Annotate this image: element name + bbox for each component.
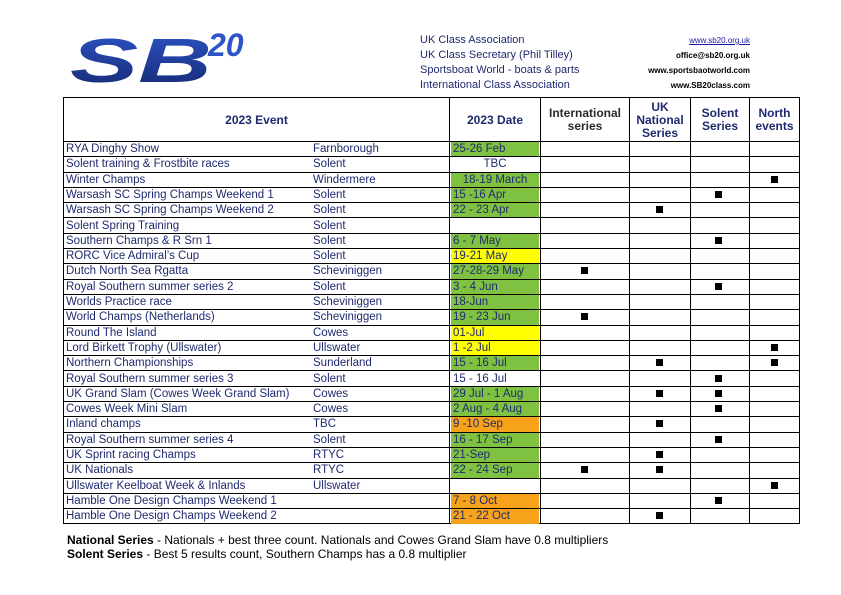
sb20-logo-graphic [68, 30, 273, 88]
sb20-logo [68, 30, 273, 88]
series-mark-uk [656, 420, 663, 427]
event-name: Northern Championships [66, 357, 194, 370]
series-notes [67, 533, 608, 561]
event-date: 3 - 4 Jun [451, 280, 539, 294]
event-date: TBC [483, 158, 507, 171]
table-row [64, 433, 799, 448]
series-mark-intl [581, 466, 588, 473]
event-venue [313, 509, 449, 524]
contacts-block [420, 33, 750, 93]
column-divider [749, 98, 750, 523]
national-note-label: National Series [67, 533, 154, 547]
table-row [64, 417, 799, 432]
event-date: 18-Jun [451, 295, 539, 309]
event-name: Ullswater Keelboat Week & Inlands [66, 479, 246, 492]
event-date: 7 - 8 Oct [451, 494, 539, 508]
event-name: Solent training & Frostbite races [66, 158, 230, 171]
column-divider [629, 98, 630, 523]
event-name: Solent Spring Training [66, 219, 180, 232]
event-date [451, 479, 539, 493]
event-name: Inland champs [66, 418, 141, 431]
table-row [64, 356, 799, 371]
event-date: 16 - 17 Sep [451, 433, 539, 447]
series-mark-intl [581, 267, 588, 274]
event-date: 22 - 23 Apr [451, 203, 539, 217]
table-row [64, 310, 799, 325]
event-name: Hamble One Design Champs Weekend 1 [66, 494, 277, 507]
event-date: 21-Sep [451, 448, 539, 462]
event-date: 15 -16 Apr [451, 188, 539, 202]
header-north: North events [755, 106, 794, 133]
contact-link[interactable]: www.SB20class.com [670, 81, 750, 90]
event-date: 18-19 March [451, 173, 539, 187]
event-date: 19-21 May [451, 249, 539, 263]
table-row [64, 157, 799, 172]
event-venue: Solent [313, 433, 346, 446]
event-venue: Solent [313, 158, 346, 171]
series-mark-uk [656, 390, 663, 397]
event-venue: Cowes [313, 326, 349, 339]
event-name: Southern Champs & R Srn 1 [66, 234, 212, 247]
event-name: Round The Island [66, 326, 157, 339]
event-name: UK Sprint racing Champs [66, 449, 196, 461]
series-mark-solent [715, 436, 722, 443]
event-venue: Solent [313, 234, 346, 247]
column-divider [540, 98, 541, 523]
series-mark-solent [715, 237, 722, 244]
event-date: 27-28-29 May [451, 264, 539, 278]
event-name: World Champs (Netherlands) [66, 311, 215, 324]
header-event: 2023 Event [225, 112, 288, 127]
event-venue [313, 494, 449, 508]
event-date: 15 - 16 Jul [451, 356, 539, 370]
series-mark-solent [715, 283, 722, 290]
event-venue: RTYC [313, 464, 345, 477]
series-mark-uk [656, 206, 663, 213]
series-mark-solent [715, 497, 722, 504]
solent-note [67, 547, 608, 561]
header-international: International series [548, 106, 621, 133]
header-solent: Solent Series [701, 106, 739, 133]
table-header [64, 98, 799, 142]
event-name: Warsash SC Spring Champs Weekend 1 [66, 188, 274, 201]
table-row [64, 234, 799, 249]
column-divider [449, 98, 450, 523]
event-name: Royal Southern summer series 4 [66, 433, 234, 446]
event-date: 9 -10 Sep [451, 417, 539, 431]
contact-row [420, 33, 750, 48]
table-row [64, 479, 799, 494]
event-date [451, 219, 539, 233]
table-row [64, 341, 799, 356]
series-mark-uk [656, 512, 663, 519]
event-venue: Farnborough [313, 143, 379, 155]
series-mark-uk [656, 451, 663, 458]
event-venue: Solent [313, 204, 346, 217]
contact-row [420, 63, 750, 78]
solent-note-text: - Best 5 results count, Southern Champs has a 0.8 multiplier [143, 547, 467, 561]
event-name: Royal Southern summer series 2 [66, 280, 234, 293]
contact-link[interactable]: office@sb20.org.uk [675, 51, 750, 60]
event-name: Hamble One Design Champs Weekend 2 [66, 510, 277, 523]
contact-link[interactable]: www.sb20.org.uk [689, 36, 750, 45]
event-name: Warsash SC Spring Champs Weekend 2 [66, 204, 274, 217]
series-mark-uk [656, 466, 663, 473]
event-venue: Cowes [313, 403, 349, 416]
series-mark-north [771, 482, 778, 489]
series-mark-north [771, 344, 778, 351]
event-venue: Ullswater [313, 479, 361, 492]
event-venue: Solent [313, 280, 346, 293]
contact-label: UK Class Association [420, 34, 525, 46]
table-row [64, 219, 799, 234]
table-row [64, 173, 799, 188]
event-name: Dutch North Sea Rgatta [66, 265, 189, 278]
event-venue: Ullswater [313, 341, 361, 354]
event-name: RORC Vice Admiral’s Cup [66, 250, 200, 263]
event-date: 1 -2 Jul [451, 341, 539, 355]
solent-note-label: Solent Series [67, 547, 144, 561]
event-date: 25-26 Feb [451, 142, 539, 156]
event-venue: Scheviniggen [313, 311, 383, 324]
table-row [64, 448, 799, 463]
events-table [63, 97, 800, 524]
column-divider [690, 98, 691, 523]
series-mark-solent [715, 390, 722, 397]
contact-row [420, 78, 750, 93]
event-date: 21 - 22 Oct [451, 509, 539, 524]
table-row [64, 142, 799, 157]
event-venue: Cowes [313, 387, 349, 400]
series-mark-intl [581, 313, 588, 320]
event-venue: Solent [313, 219, 346, 232]
header-uk-national: UK National Series [636, 99, 684, 140]
event-name: Royal Southern summer series 3 [66, 372, 234, 385]
logo-letters: SB [70, 30, 212, 88]
contact-row [420, 48, 750, 63]
table-row [64, 402, 799, 417]
table-row [64, 326, 799, 341]
event-name: Cowes Week Mini Slam [66, 403, 188, 416]
table-row [64, 264, 799, 279]
event-venue: Solent [313, 188, 346, 201]
event-venue: RTYC [313, 449, 345, 461]
event-venue: TBC [313, 418, 336, 431]
event-venue: Scheviniggen [313, 296, 383, 308]
header-date: 2023 Date [466, 112, 524, 127]
event-name: UK Nationals [66, 464, 134, 477]
table-row [64, 295, 799, 310]
event-date: 6 - 7 May [451, 234, 539, 248]
national-note [67, 533, 608, 547]
table-row [64, 372, 799, 387]
event-date: 22 - 24 Sep [451, 463, 539, 477]
event-name: Winter Champs [66, 173, 146, 186]
national-note-text: - Nationals + best three count. Nationals and Cowes Grand Slam have 0.8 multipliers [153, 533, 609, 547]
series-mark-north [771, 176, 778, 183]
contact-link[interactable]: www.sportsbaotworld.com [648, 66, 750, 75]
table-row [64, 494, 799, 509]
series-mark-uk [656, 359, 663, 366]
table-row [64, 280, 799, 295]
event-name: RYA Dinghy Show [66, 143, 159, 155]
table-row [64, 463, 799, 478]
contact-label: Sportsboat World - boats & parts [420, 64, 580, 76]
series-mark-solent [715, 375, 722, 382]
series-mark-solent [715, 405, 722, 412]
table-row [64, 188, 799, 203]
contact-label: International Class Association [420, 79, 570, 91]
logo-superscript: 20 [208, 30, 244, 63]
series-mark-solent [715, 191, 722, 198]
event-date: 29 Jul - 1 Aug [451, 387, 539, 401]
event-name: Worlds Practice race [66, 296, 172, 308]
event-venue: Scheviniggen [313, 265, 383, 278]
table-row [64, 249, 799, 264]
event-date: 15 - 16 Jul [453, 372, 507, 385]
event-name: Lord Birkett Trophy (Ullswater) [66, 341, 222, 354]
event-venue: Sunderland [313, 357, 372, 370]
event-date: 2 Aug - 4 Aug [451, 402, 539, 416]
event-date: 01-Jul [451, 326, 539, 340]
table-row [64, 509, 799, 524]
event-venue: Solent [313, 250, 346, 263]
contact-label: UK Class Secretary (Phil Tilley) [420, 49, 573, 61]
event-date: 19 - 23 Jun [451, 310, 539, 324]
event-venue: Windermere [313, 173, 376, 186]
table-row [64, 387, 799, 402]
event-name: UK Grand Slam (Cowes Week Grand Slam) [66, 387, 290, 400]
event-venue: Solent [313, 372, 346, 385]
table-row [64, 203, 799, 218]
series-mark-north [771, 359, 778, 366]
